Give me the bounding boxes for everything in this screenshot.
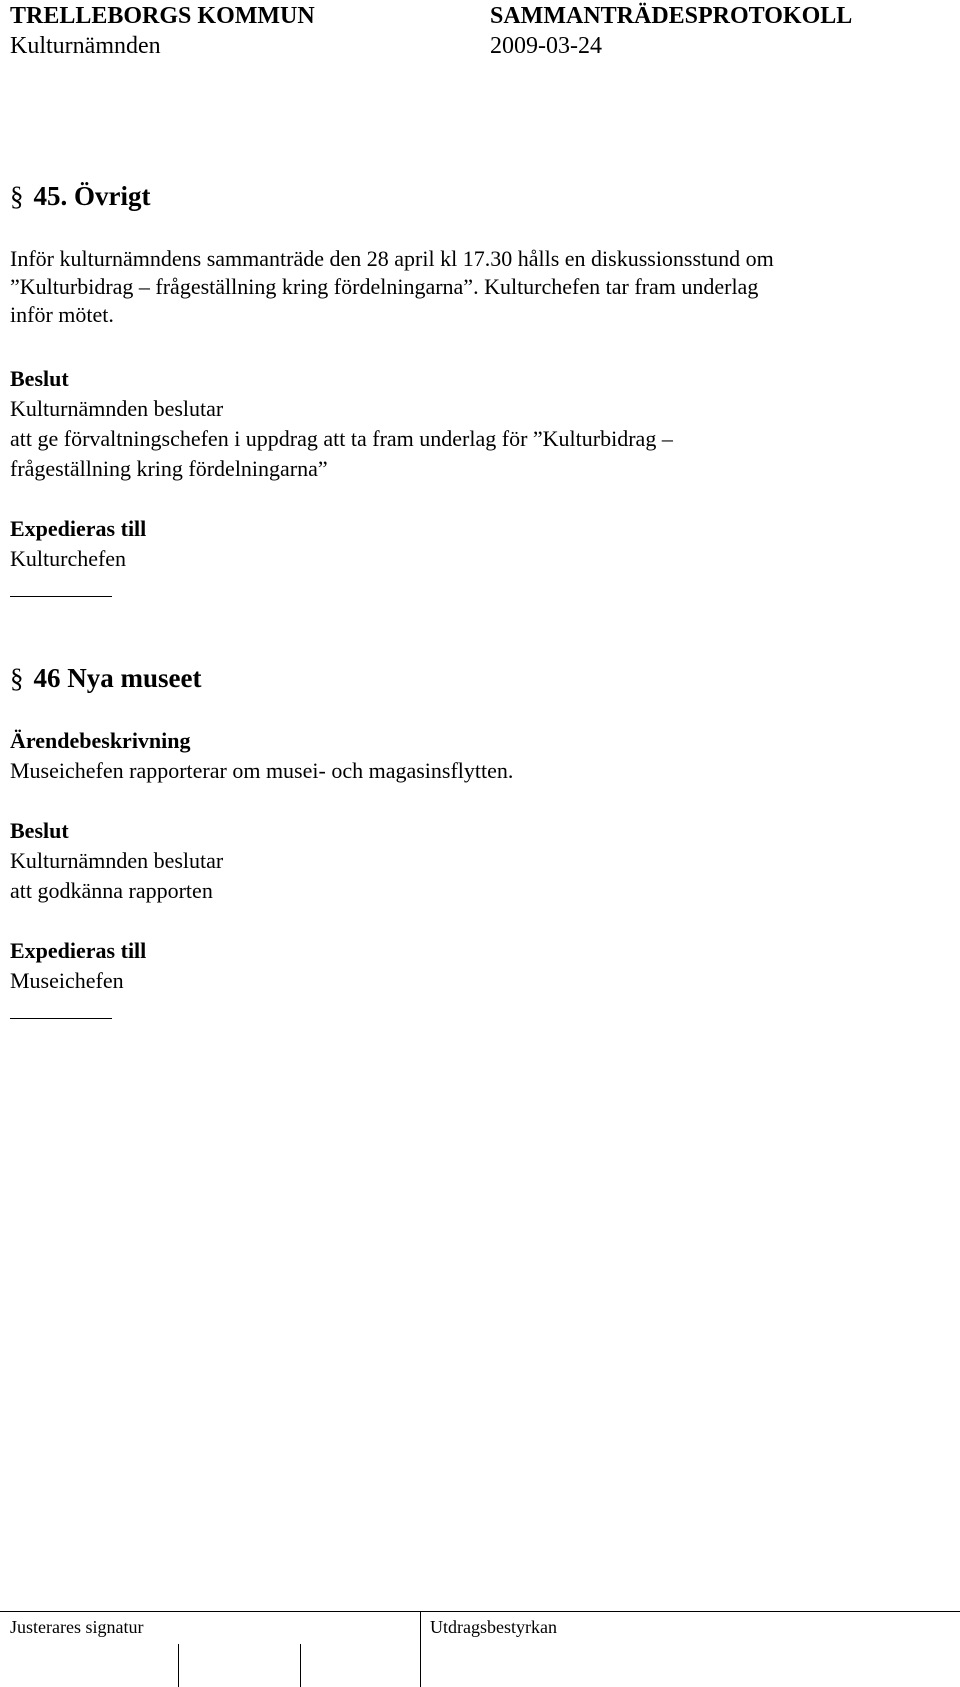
committee-name: Kulturnämnden (10, 33, 161, 59)
item-46-title: 46 Nya museet (33, 663, 202, 693)
document-type: SAMMANTRÄDESPROTOKOLL (490, 3, 853, 29)
item-46-decision-intro: Kulturnämnden beslutar (10, 848, 224, 873)
item-45-text-line: Inför kulturnämndens sammanträde den 28 april kl 17.30 hålls en diskussionsstund om (10, 246, 774, 271)
item-46-dispatch-label: Expedieras till (10, 938, 147, 963)
signature-label: Justerares signatur (10, 1617, 144, 1637)
org-name: TRELLEBORGS KOMMUN (10, 3, 315, 29)
item-46-description: Museichefen rapporterar om musei- och magasinsflytten. (10, 758, 514, 783)
item-45-dispatch-recipient: Kulturchefen (10, 546, 127, 571)
item-46-heading (10, 662, 201, 694)
signature-box-divider (178, 1644, 179, 1687)
certification-label: Utdragsbestyrkan (430, 1617, 557, 1637)
item-45-text-line: ”Kulturbidrag – frågeställning kring fördelningarna”. Kulturchefen tar fram underlag (10, 274, 759, 299)
item-46-decision-text: att godkänna rapporten (10, 878, 213, 903)
footer-column-divider (420, 1611, 421, 1687)
item-45-text-line: inför mötet. (10, 302, 114, 327)
separator-rule (10, 1018, 112, 1019)
item-46-decision-label: Beslut (10, 818, 69, 843)
item-45-decision-intro: Kulturnämnden beslutar (10, 396, 224, 421)
meeting-date: 2009-03-24 (490, 33, 602, 59)
section-sign: § (10, 663, 24, 693)
item-45-title: 45. Övrigt (33, 181, 151, 211)
item-45-decision-text: att ge förvaltningschefen i uppdrag att ta fram underlag för ”Kulturbidrag – (10, 426, 673, 451)
item-45-heading (10, 180, 150, 212)
item-45-dispatch-label: Expedieras till (10, 516, 147, 541)
item-46-description-label: Ärendebeskrivning (10, 728, 191, 753)
signature-box-divider (300, 1644, 301, 1687)
footer-top-rule (0, 1611, 960, 1612)
separator-rule (10, 596, 112, 597)
item-45-decision-text: frågeställning kring fördelningarna” (10, 456, 328, 481)
item-45-decision-label: Beslut (10, 366, 69, 391)
section-sign: § (10, 181, 24, 211)
item-46-dispatch-recipient: Museichefen (10, 968, 124, 993)
